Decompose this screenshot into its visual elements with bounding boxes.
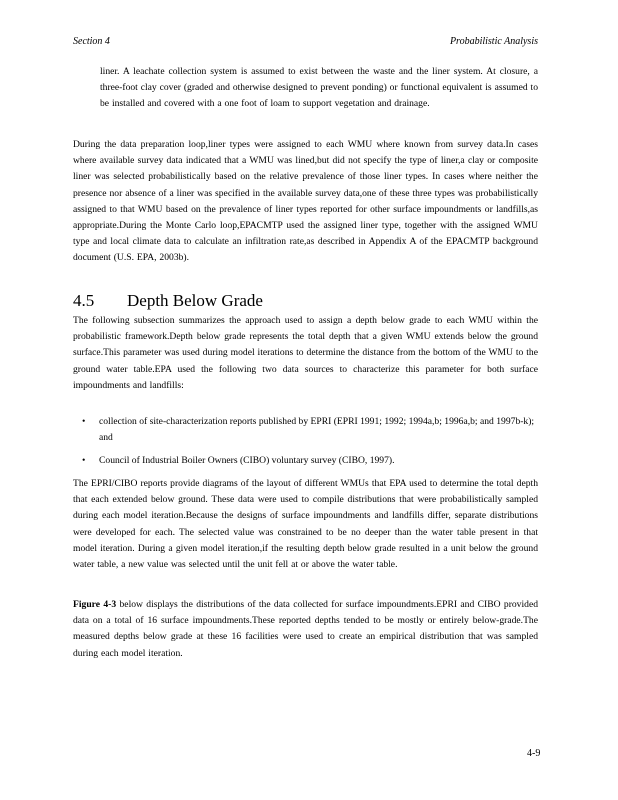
list-item-text: collection of site-characterization reports published by EPRI (EPRI 1991; 1992; 1994a,b; 1996a,b; and 1997b-k); and [99,416,535,444]
figure-reference-label: Figure 4-3 [73,599,117,610]
paragraph-figure-reference [73,597,538,662]
paragraph-liner-types: During the data preparation loop,liner types were assigned to each WMU where known from survey data.In cases where available survey data indicated that a WMU was lined,but did not specify the type of liner,a clay or composite liner was selected probabilistically based on the relative prevalence of those liner types. In cases where neither the presence nor absence of a liner was specified in the available survey data,one of these three types was probabilistically assigned to that WMU based on the prevalence of liner types reported for other surface impoundments or landfills,as appropriate.During the Monte Carlo loop,EPACMTP used the assigned liner type, together with the assigned WMU type and local climate data to calculate an infiltration rate,as described in Appendix A of the EPACMTP background document (U.S. EPA, 2003b). [73,139,538,264]
header-section: Section 4 [73,36,110,47]
section-number: 4.5 [73,291,95,310]
list-item [82,453,538,469]
list-item-text: Council of Industrial Boiler Owners (CIBO) voluntary survey (CIBO, 1997). [99,455,395,466]
page-number: 4-9 [527,748,541,759]
paragraph-epri-cibo: The EPRI/CIBO reports provide diagrams of the layout of different WMUs that EPA used to determine the total depth that each extended below ground. These data were used to compile distributions that were probabilistically sampled during each model iteration.Because the designs of surface impoundments and landfills differ, separate distributions were developed for each. The selected value was constrained to be no deeper than the water table present in that model iteration. During a given model iteration,if the resulting depth below grade resulted in a unit below the ground water table, a new value was selected until the unit fell at or above the water table. [73,478,538,571]
bullet-icon: • [82,455,86,466]
list-item [82,414,538,446]
paragraph-liner-continuation: liner. A leachate collection system is assumed to exist between the waste and the liner system. At closure, a three-foot clay cover (graded and otherwise designed to prevent ponding) or functional equivalent is assumed to be installed and covered with a one foot of loam to support vegetation and drainage. [100,66,538,110]
paragraph-subsection-intro: The following subsection summarizes the approach used to assign a depth below grade to each WMU within the probabilistic framework.Depth below grade represents the total depth that a given WMU extends below the ground surface.This parameter was used during model iterations to determine the distance from the bottom of the WMU to the ground water table.EPA used the following two data sources to characterize this parameter for both surface impoundments and landfills: [73,315,538,391]
bullet-icon: • [82,416,86,427]
section-title: Depth Below Grade [127,291,263,310]
header-title: Probabilistic Analysis [449,36,538,47]
figure-reference-text: below displays the distributions of the data collected for surface impoundments.EPRI and CIBO provided data on a total of 16 surface impoundments.These reported depths tended to be mostly or entirely below-grade.The measured depths below grade at these 16 facilities were used to create an empirical distribution that was sampled during each model iteration. [73,599,538,659]
section-heading [73,290,263,312]
